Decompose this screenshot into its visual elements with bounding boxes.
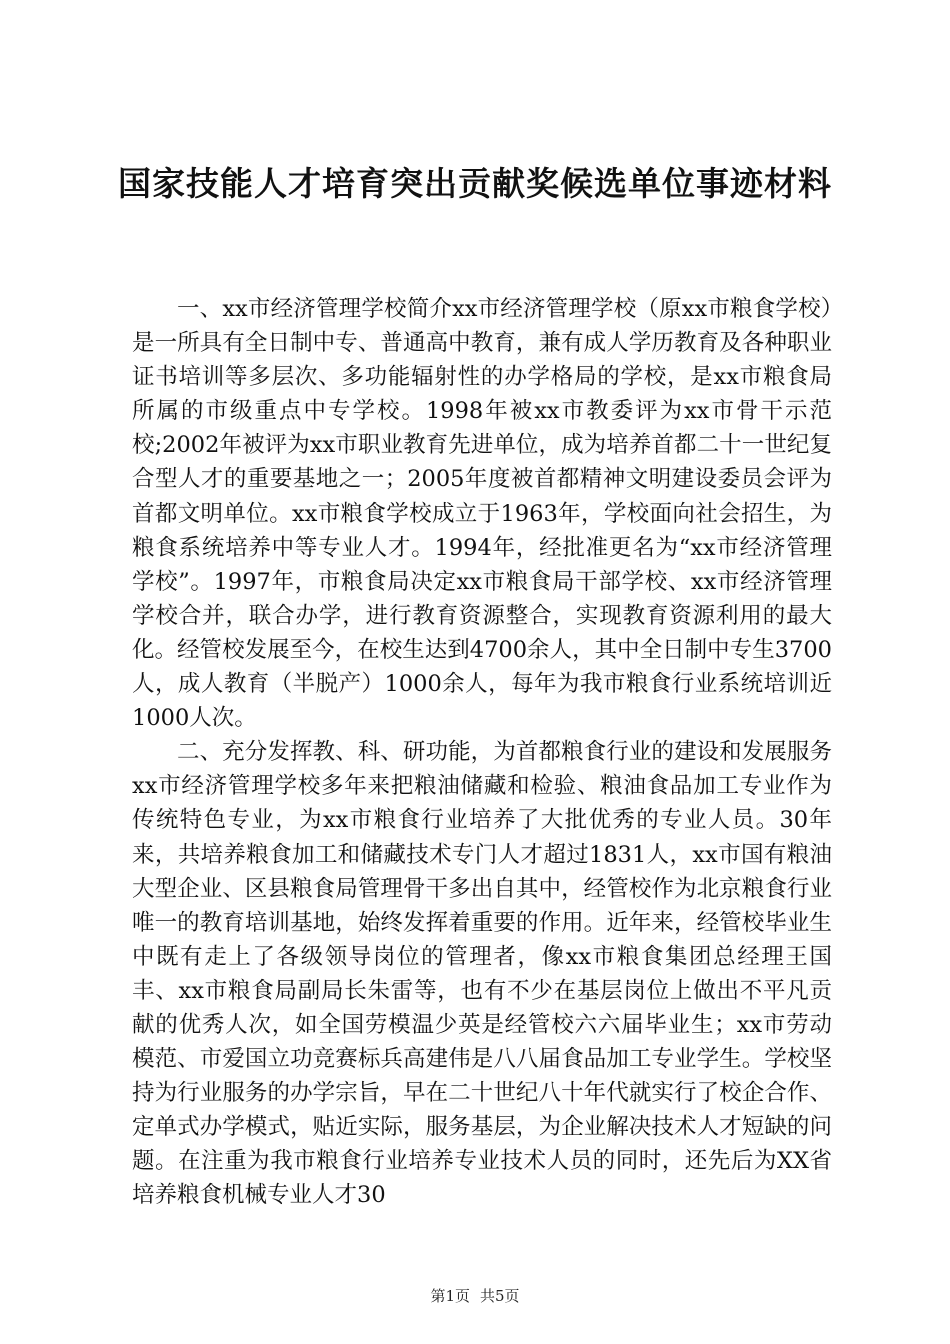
page-footer: [0, 1286, 950, 1306]
page-number: 第1页: [430, 1287, 470, 1305]
paragraph-2: 二、充分发挥教、科、研功能，为首都粮食行业的建设和发展服务xx市经济管理学校多年来把粮油储藏和检验、粮油食品加工专业作为传统特色专业，为xx市粮食行业培养了大批优秀的专业人员。30年来，共培养粮食加工和储藏技术专门人才超过1831人，xx市国有粮油大型企业、区县粮食局管理骨干多出自其中，经管校作为北京粮食行业唯一的教育培训基地，始终发挥着重要的作用。近年来，经管校毕业生中既有走上了各级领导岗位的管理者，像xx市粮食集团总经理王国丰、xx市粮食局副局长朱雷等，也有不少在基层岗位上做出不平凡贡献的优秀人次，如全国劳模温少英是经管校六六届毕业生；xx市劳动模范、市爱国立功竞赛标兵高建伟是八八届食品加工专业学生。学校坚持为行业服务的办学宗旨，早在二十世纪八十年代就实行了校企合作、定单式办学模式，贴近实际，服务基层，为企业解决技术人才短缺的问题。在注重为我市粮食行业培养专业技术人员的同时，还先后为XX省培养粮食机械专业人才30: [132, 739, 832, 1209]
document-title: 国家技能人才培育突出贡献奖候选单位事迹材料: [118, 164, 832, 203]
document-body: [132, 292, 832, 1213]
paragraph-1: 一、xx市经济管理学校简介xx市经济管理学校（原xx市粮食学校）是一所具有全日制中专、普通高中教育，兼有成人学历教育及各种职业证书培训等多层次、多功能辐射性的办学格局的学校，是xx市粮食局所属的市级重点中专学校。1998年被xx市教委评为xx市骨干示范校;2002年被评为xx市职业教育先进单位，成为培养首都二十一世纪复合型人才的重要基地之一；2005年度被首都精神文明建设委员会评为首都文明单位。xx市粮食学校成立于1963年，学校面向社会招生，为粮食系统培养中等专业人才。1994年，经批准更名为“xx市经济管理学校”。1997年，市粮食局决定xx市粮食局干部学校、xx市经济管理学校合并，联合办学，进行教育资源整合，实现教育资源利用的最大化。经管校发展至今，在校生达到4700余人，其中全日制中专生3700人，成人教育（半脱产）1000余人，每年为我市粮食行业系统培训近1000人次。: [132, 296, 832, 732]
total-pages: 共5页: [480, 1287, 520, 1305]
